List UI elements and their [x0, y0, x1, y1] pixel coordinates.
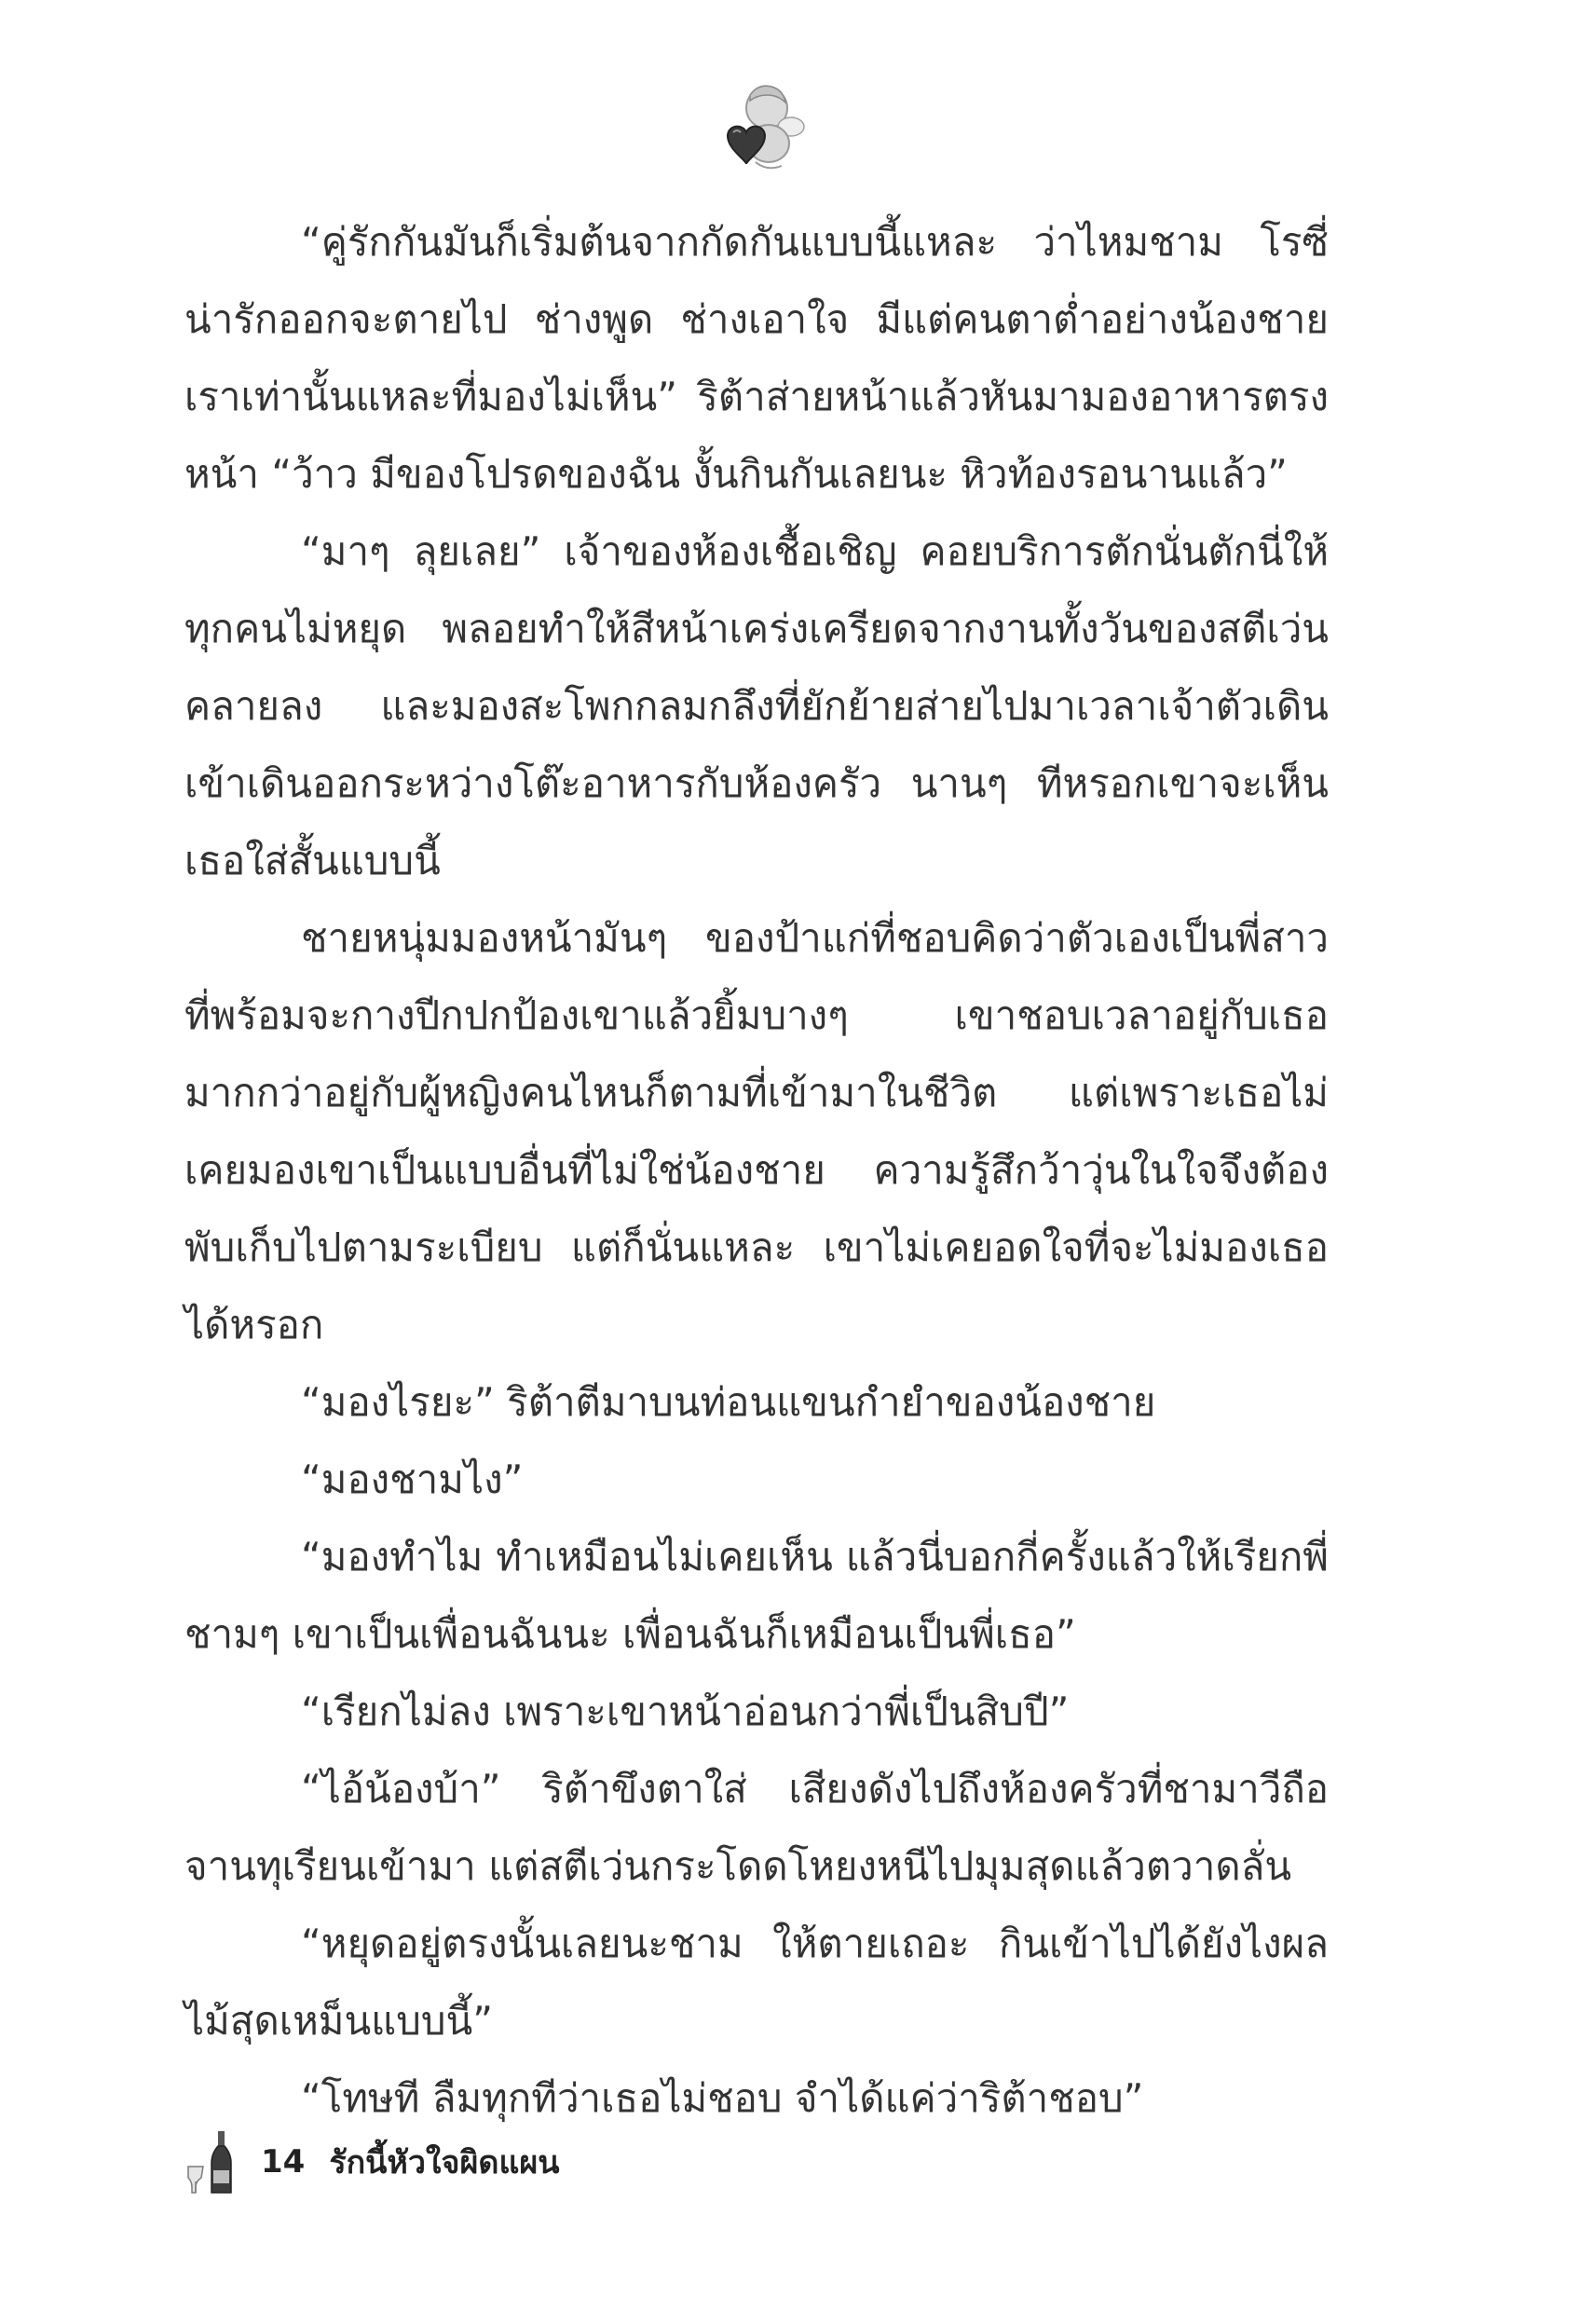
paragraph: “คู่รักกันมันก็เริ่มต้นจากกัดกันแบบนี้แหละ ว่าไหมชาม โรซี่น่ารักออกจะตายไป ช่างพูด ช่างเอาใจ มีแต่คนตาต่ำอย่างน้องชายเราเท่านั้นแหละที่มองไม่เห็น” ริต้าส่ายหน้าแล้วหันมามองอาหารตรงหน้า “ว้าว มีของโปรดของฉัน งั้นกินกันเลยนะ หิวท้องรอนานแล้ว”: [184, 219, 1329, 497]
page-number: 14: [261, 2143, 306, 2181]
paragraph: “มองชามไง”: [301, 1456, 524, 1502]
paragraph: “หยุดอยู่ตรงนั้นเลยนะชาม ให้ตายเถอะ กินเข้าไปได้ยังไงผลไม้สุดเหม็นแบบนี้”: [184, 1921, 1329, 2044]
paragraph: “มองไรยะ” ริต้าตีมาบนท่อนแขนกำยำของน้องชาย: [301, 1379, 1156, 1425]
paragraph: “มองทำไม ทำเหมือนไม่เคยเห็น แล้วนี่บอกกี่ครั้งแล้วให้เรียกพี่ชามๆ เขาเป็นเพื่อนฉันนะ เพื่อนฉันก็เหมือนเป็นพี่เธอ”: [184, 1534, 1329, 1657]
paragraph: “ไอ้น้องบ้า” ริต้าขึงตาใส่ เสียงดังไปถึงห้องครัวที่ชามาวีถือจานทุเรียนเข้ามา แต่สตีเว่นกระโดดโหยงหนีไปมุมสุดแล้วตวาดลั่น: [184, 1766, 1329, 1889]
body-text: [184, 203, 1329, 2137]
paragraph: ชายหนุ่มมองหน้ามันๆ ของป้าแก่ที่ชอบคิดว่าตัวเองเป็นพี่สาวที่พร้อมจะกางปีกปกป้องเขาแล้วยิ้มบางๆ เขาชอบเวลาอยู่กับเธอมากกว่าอยู่กับผู้หญิงคนไหนก็ตามที่เข้ามาในชีวิต แต่เพราะเธอไม่เคยมองเขาเป็นแบบอื่นที่ไม่ใช่น้องชาย ความรู้สึกว้าวุ่นในใจจึงต้องพับเก็บไปตามระเบียบ แต่ก็นั่นแหละ เขาไม่เคยอดใจที่จะไม่มองเธอได้หรอก: [184, 915, 1329, 1347]
paragraph: “โทษที ลืมทุกทีว่าเธอไม่ชอบ จำได้แค่ว่าริต้าชอบ”: [301, 2075, 1144, 2121]
wine-bottle-glass-icon: [184, 2129, 240, 2195]
cupid-with-heart-icon: [713, 75, 806, 177]
book-title: รักนี้หัวใจผิดแผน: [329, 2144, 560, 2181]
paragraph: “เรียกไม่ลง เพราะเขาหน้าอ่อนกว่าพี่เป็นสิบปี”: [301, 1689, 1070, 1734]
paragraph: “มาๆ ลุยเลย” เจ้าของห้องเชื้อเชิญ คอยบริการตักนั่นตักนี่ให้ทุกคนไม่หยุด พลอยทำให้สีหน้าเคร่งเครียดจากงานทั้งวันของสตีเว่นคลายลง และมองสะโพกกลมกลึงที่ยักย้ายส่ายไปมาเวลาเจ้าตัวเดินเข้าเดินออกระหว่างโต๊ะอาหารกับห้องครัว นานๆ ทีหรอกเขาจะเห็นเธอใส่สั้นแบบนี้: [184, 528, 1329, 883]
page-footer: [184, 2129, 560, 2195]
